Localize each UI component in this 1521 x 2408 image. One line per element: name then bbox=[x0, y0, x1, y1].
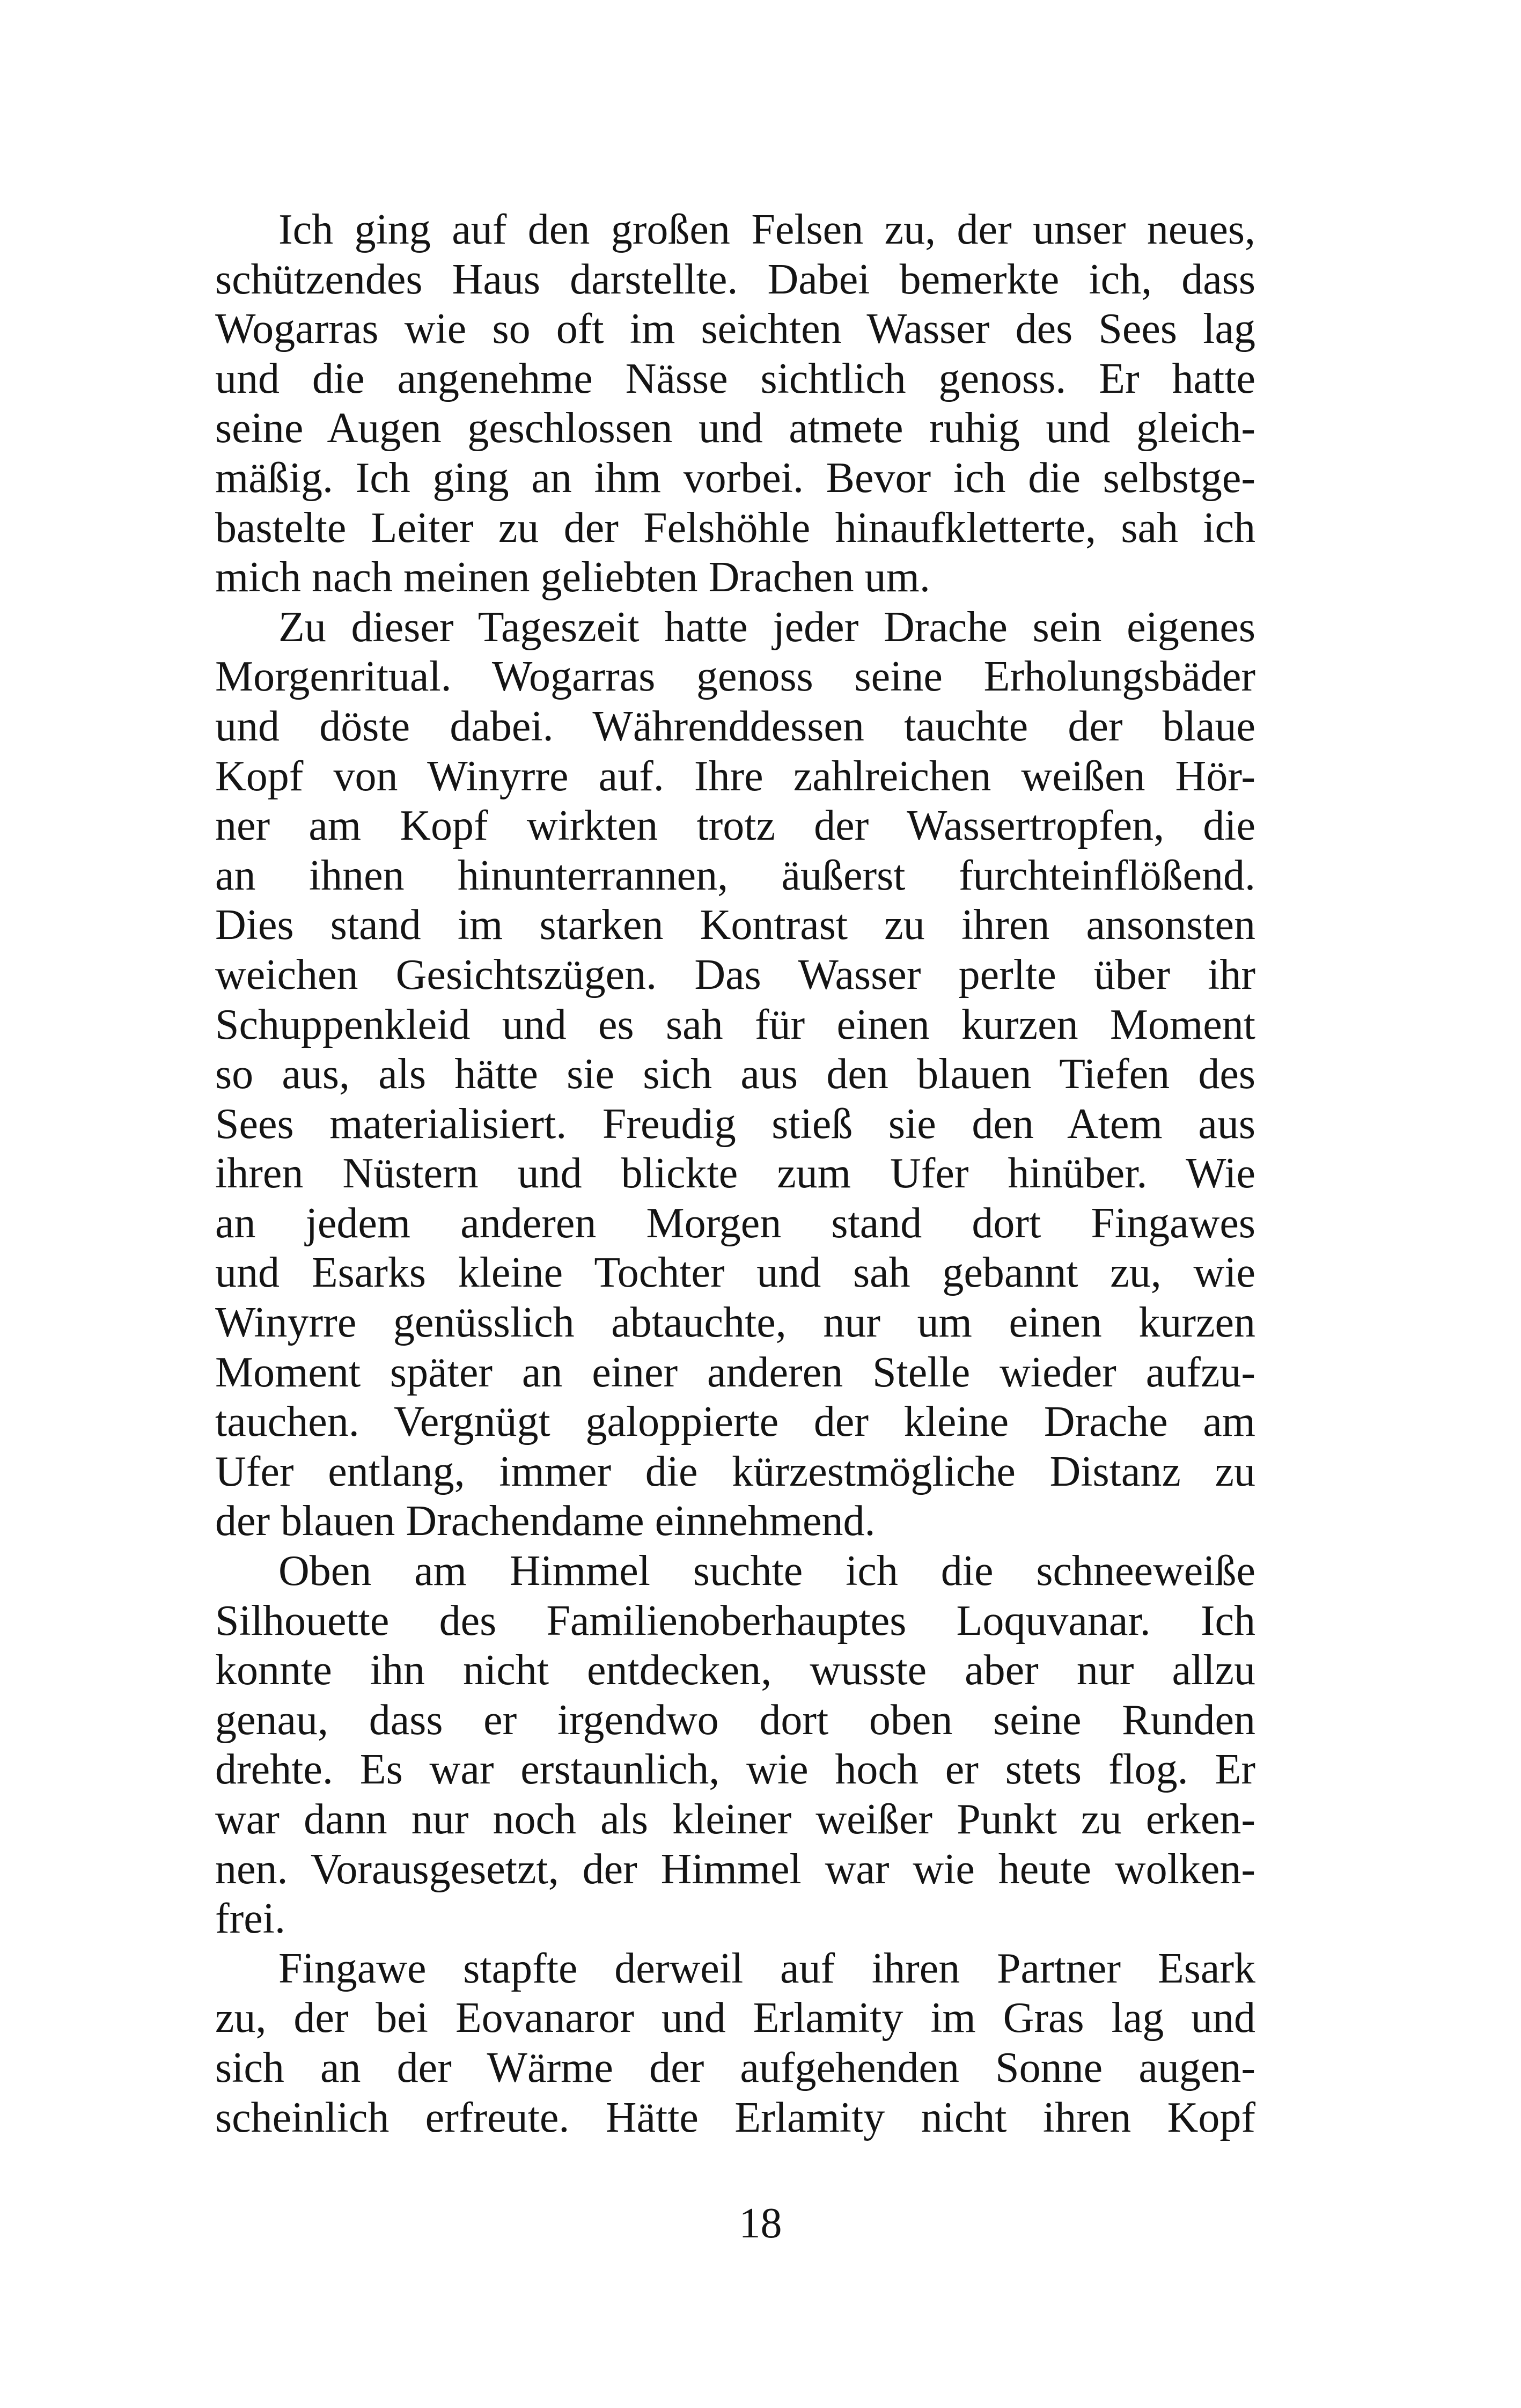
text-line: ner am Kopf wirkten trotz der Wassertropfen, die bbox=[215, 802, 1255, 850]
text-line: Moment später an einer anderen Stelle wieder aufzu- bbox=[215, 1348, 1255, 1396]
text-line: Zu dieser Tageszeit hatte jeder Drache sein eigenes bbox=[278, 603, 1255, 651]
page-number: 18 bbox=[739, 2200, 782, 2247]
text-line: konnte ihn nicht entdecken, wusste aber nur allzu bbox=[215, 1647, 1255, 1694]
text-line: tauchen. Vergnügt galoppierte der kleine Drache am bbox=[215, 1398, 1255, 1446]
text-line: sich an der Wärme der aufgehenden Sonne augen- bbox=[215, 2044, 1255, 2091]
body-text bbox=[215, 205, 1255, 2142]
text-line: scheinlich erfreute. Hätte Erlamity nicht ihren Kopf bbox=[215, 2094, 1255, 2141]
text-line: mäßig. Ich ging an ihm vorbei. Bevor ich die selbstge- bbox=[215, 454, 1255, 502]
paragraph bbox=[215, 205, 1255, 603]
text-line: so aus, als hätte sie sich aus den blauen Tiefen des bbox=[215, 1051, 1255, 1098]
paragraph bbox=[215, 1546, 1255, 1944]
text-line: Oben am Himmel suchte ich die schneeweiße bbox=[278, 1547, 1255, 1595]
text-line: und Esarks kleine Tochter und sah gebannt zu, wie bbox=[215, 1249, 1255, 1297]
text-line: zu, der bei Eovanaror und Erlamity im Gras lag und bbox=[215, 1994, 1255, 2042]
text-line: Schuppenkleid und es sah für einen kurzen Moment bbox=[215, 1001, 1255, 1048]
text-line: nen. Vorausgesetzt, der Himmel war wie heute wolken- bbox=[215, 1845, 1255, 1893]
text-line: schützendes Haus darstellte. Dabei bemerkte ich, dass bbox=[215, 255, 1255, 303]
text-line: Sees materialisiert. Freudig stieß sie den Atem aus bbox=[215, 1100, 1255, 1148]
text-line: und die angenehme Nässe sichtlich genoss. Er hatte bbox=[215, 355, 1255, 402]
text-line: an jedem anderen Morgen stand dort Fingawes bbox=[215, 1199, 1255, 1247]
text-line: weichen Gesichtszügen. Das Wasser perlte über ihr bbox=[215, 951, 1255, 999]
text-line: bastelte Leiter zu der Felshöhle hinaufkletterte, sah ich bbox=[215, 504, 1255, 552]
text-line: seine Augen geschlossen und atmete ruhig und gleich- bbox=[215, 405, 1255, 452]
text-line: war dann nur noch als kleiner weißer Punkt zu erken- bbox=[215, 1796, 1255, 1843]
text-line: mich nach meinen geliebten Drachen um. bbox=[215, 554, 930, 601]
paragraph bbox=[215, 603, 1255, 1546]
text-line: Silhouette des Familienoberhauptes Loquvanar. Ich bbox=[215, 1597, 1255, 1645]
text-line: Wogarras wie so oft im seichten Wasser des Sees lag bbox=[215, 305, 1255, 353]
text-line: drehte. Es war erstaunlich, wie hoch er stets flog. Er bbox=[215, 1746, 1255, 1794]
text-line: Kopf von Winyrre auf. Ihre zahlreichen weißen Hör- bbox=[215, 752, 1255, 800]
text-line: Ufer entlang, immer die kürzestmögliche Distanz zu bbox=[215, 1448, 1255, 1495]
text-line: Fingawe stapfte derweil auf ihren Partner Esark bbox=[278, 1944, 1255, 1992]
text-line: und döste dabei. Währenddessen tauchte der blaue bbox=[215, 702, 1255, 750]
text-line: an ihnen hinunterrannen, äußerst furchteinflößend. bbox=[215, 851, 1255, 899]
text-line: ihren Nüstern und blickte zum Ufer hinüber. Wie bbox=[215, 1150, 1255, 1198]
paragraph bbox=[215, 1944, 1255, 2142]
text-line: Morgenritual. Wogarras genoss seine Erholungsbäder bbox=[215, 653, 1255, 701]
text-line: der blauen Drachendame einnehmend. bbox=[215, 1497, 876, 1545]
text-line: Ich ging auf den großen Felsen zu, der unser neues, bbox=[278, 206, 1255, 253]
text-line: Winyrre genüsslich abtauchte, nur um einen kurzen bbox=[215, 1299, 1255, 1347]
text-line: frei. bbox=[215, 1895, 286, 1943]
text-line: genau, dass er irgendwo dort oben seine Runden bbox=[215, 1696, 1255, 1744]
text-line: Dies stand im starken Kontrast zu ihren ansonsten bbox=[215, 901, 1255, 949]
